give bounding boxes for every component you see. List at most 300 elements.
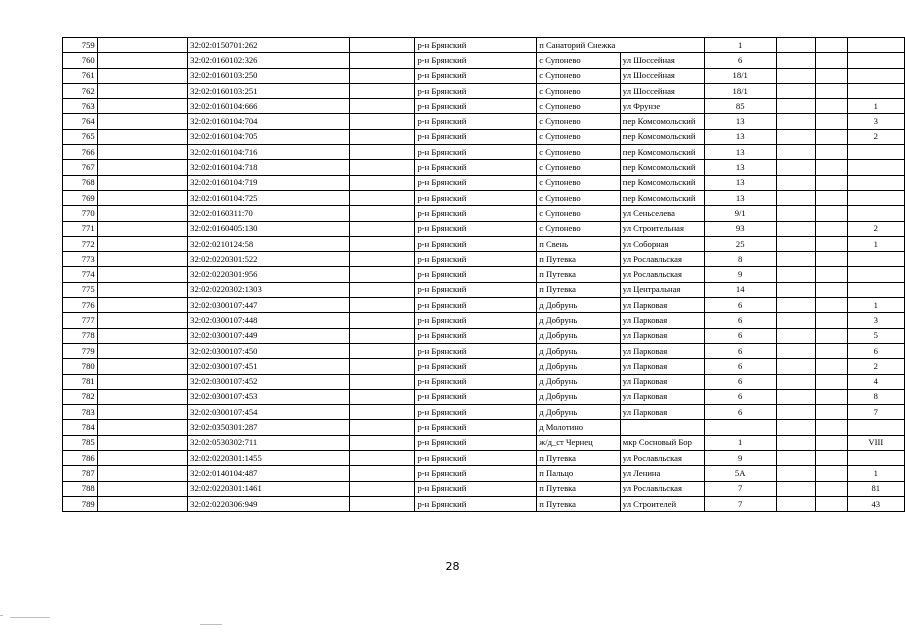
apartment-number: 2 bbox=[847, 221, 904, 236]
cadastral-number: 32:02:0220301:522 bbox=[188, 252, 349, 267]
district: р-н Брянский bbox=[415, 129, 537, 144]
empty-cell bbox=[97, 38, 187, 53]
empty-cell bbox=[776, 298, 815, 313]
locality: ж/д_ст Чернец bbox=[537, 435, 621, 450]
street: ул Рославльская bbox=[620, 481, 704, 496]
cadastral-number: 32:02:0300107:454 bbox=[188, 405, 349, 420]
empty-cell bbox=[349, 99, 415, 114]
apartment-number bbox=[847, 420, 904, 435]
empty-cell bbox=[349, 175, 415, 190]
street: ул Строителей bbox=[620, 496, 704, 511]
house-number: 13 bbox=[704, 129, 776, 144]
empty-cell bbox=[349, 114, 415, 129]
empty-cell bbox=[816, 343, 848, 358]
row-number: 770 bbox=[63, 206, 98, 221]
row-number: 776 bbox=[63, 298, 98, 313]
empty-cell bbox=[349, 313, 415, 328]
empty-cell bbox=[97, 313, 187, 328]
empty-cell bbox=[816, 420, 848, 435]
locality: с Супонево bbox=[537, 53, 621, 68]
empty-cell bbox=[349, 420, 415, 435]
street bbox=[620, 420, 704, 435]
house-number: 8 bbox=[704, 252, 776, 267]
district: р-н Брянский bbox=[415, 420, 537, 435]
cadastral-number: 32:02:0220301:1461 bbox=[188, 481, 349, 496]
row-number: 778 bbox=[63, 328, 98, 343]
empty-cell bbox=[97, 466, 187, 481]
cadastral-number: 32:02:0300107:451 bbox=[188, 359, 349, 374]
empty-cell bbox=[349, 481, 415, 496]
empty-cell bbox=[816, 114, 848, 129]
empty-cell bbox=[816, 160, 848, 175]
empty-cell bbox=[816, 53, 848, 68]
house-number: 9/1 bbox=[704, 206, 776, 221]
house-number: 6 bbox=[704, 328, 776, 343]
table-row bbox=[63, 83, 905, 98]
locality: с Супонево bbox=[537, 129, 621, 144]
row-number: 761 bbox=[63, 68, 98, 83]
empty-cell bbox=[349, 38, 415, 53]
empty-cell bbox=[776, 359, 815, 374]
empty-cell bbox=[97, 252, 187, 267]
house-number: 6 bbox=[704, 359, 776, 374]
street: ул Парковая bbox=[620, 313, 704, 328]
empty-cell bbox=[776, 145, 815, 160]
locality: п Свень bbox=[537, 236, 621, 251]
empty-cell bbox=[97, 282, 187, 297]
district: р-н Брянский bbox=[415, 68, 537, 83]
table-row bbox=[63, 435, 905, 450]
table-row bbox=[63, 68, 905, 83]
apartment-number bbox=[847, 252, 904, 267]
apartment-number bbox=[847, 83, 904, 98]
table-row bbox=[63, 38, 905, 53]
row-number: 772 bbox=[63, 236, 98, 251]
district: р-н Брянский bbox=[415, 374, 537, 389]
empty-cell bbox=[816, 282, 848, 297]
locality: с Супонево bbox=[537, 114, 621, 129]
cadastral-number: 32:02:0220301:956 bbox=[188, 267, 349, 282]
empty-cell bbox=[776, 496, 815, 511]
district: р-н Брянский bbox=[415, 206, 537, 221]
empty-cell bbox=[776, 267, 815, 282]
empty-cell bbox=[97, 374, 187, 389]
cadastral-number: 32:02:0160104:704 bbox=[188, 114, 349, 129]
apartment-number bbox=[847, 68, 904, 83]
table-row bbox=[63, 236, 905, 251]
house-number: 13 bbox=[704, 160, 776, 175]
locality: п Пальцо bbox=[537, 466, 621, 481]
row-number: 765 bbox=[63, 129, 98, 144]
empty-cell bbox=[776, 435, 815, 450]
empty-cell bbox=[349, 282, 415, 297]
locality: п Санаторий Снежка bbox=[537, 38, 704, 53]
empty-cell bbox=[349, 451, 415, 466]
empty-cell bbox=[97, 206, 187, 221]
district: р-н Брянский bbox=[415, 114, 537, 129]
empty-cell bbox=[349, 328, 415, 343]
empty-cell bbox=[816, 236, 848, 251]
locality: д Добрунь bbox=[537, 328, 621, 343]
district: р-н Брянский bbox=[415, 481, 537, 496]
locality: с Супонево bbox=[537, 83, 621, 98]
empty-cell bbox=[816, 206, 848, 221]
empty-cell bbox=[776, 236, 815, 251]
district: р-н Брянский bbox=[415, 221, 537, 236]
empty-cell bbox=[776, 160, 815, 175]
apartment-number: 8 bbox=[847, 389, 904, 404]
locality: с Супонево bbox=[537, 68, 621, 83]
row-number: 779 bbox=[63, 343, 98, 358]
cadastral-number: 32:02:0300107:449 bbox=[188, 328, 349, 343]
district: р-н Брянский bbox=[415, 83, 537, 98]
empty-cell bbox=[816, 83, 848, 98]
cadastral-number: 32:02:0160104:666 bbox=[188, 99, 349, 114]
table-row bbox=[63, 359, 905, 374]
registry-table bbox=[62, 37, 905, 512]
house-number: 13 bbox=[704, 190, 776, 205]
row-number: 762 bbox=[63, 83, 98, 98]
district: р-н Брянский bbox=[415, 451, 537, 466]
cadastral-number: 32:02:0160102:326 bbox=[188, 53, 349, 68]
cadastral-number: 32:02:0220301:1455 bbox=[188, 451, 349, 466]
empty-cell bbox=[97, 236, 187, 251]
apartment-number: 1 bbox=[847, 298, 904, 313]
empty-cell bbox=[97, 298, 187, 313]
apartment-number: 4 bbox=[847, 374, 904, 389]
row-number: 764 bbox=[63, 114, 98, 129]
empty-cell bbox=[776, 252, 815, 267]
scan-artifact bbox=[200, 624, 222, 625]
locality: п Путевка bbox=[537, 267, 621, 282]
table-body bbox=[63, 38, 905, 512]
house-number: 1 bbox=[704, 435, 776, 450]
district: р-н Брянский bbox=[415, 267, 537, 282]
locality: с Супонево bbox=[537, 190, 621, 205]
house-number: 6 bbox=[704, 374, 776, 389]
locality: д Добрунь bbox=[537, 374, 621, 389]
empty-cell bbox=[97, 53, 187, 68]
empty-cell bbox=[816, 328, 848, 343]
empty-cell bbox=[97, 129, 187, 144]
row-number: 769 bbox=[63, 190, 98, 205]
house-number: 85 bbox=[704, 99, 776, 114]
empty-cell bbox=[816, 298, 848, 313]
table-row bbox=[63, 466, 905, 481]
cadastral-number: 32:02:0160104:718 bbox=[188, 160, 349, 175]
cadastral-number: 32:02:0160311:70 bbox=[188, 206, 349, 221]
cadastral-number: 32:02:0160103:250 bbox=[188, 68, 349, 83]
locality: п Путевка bbox=[537, 282, 621, 297]
apartment-number bbox=[847, 190, 904, 205]
locality: д Добрунь bbox=[537, 359, 621, 374]
house-number: 13 bbox=[704, 114, 776, 129]
table-row bbox=[63, 374, 905, 389]
empty-cell bbox=[349, 359, 415, 374]
empty-cell bbox=[816, 38, 848, 53]
street: ул Парковая bbox=[620, 389, 704, 404]
empty-cell bbox=[97, 114, 187, 129]
empty-cell bbox=[349, 405, 415, 420]
district: р-н Брянский bbox=[415, 175, 537, 190]
house-number: 7 bbox=[704, 496, 776, 511]
empty-cell bbox=[349, 267, 415, 282]
cadastral-number: 32:02:0300107:447 bbox=[188, 298, 349, 313]
row-number: 760 bbox=[63, 53, 98, 68]
empty-cell bbox=[816, 68, 848, 83]
district: р-н Брянский bbox=[415, 496, 537, 511]
row-number: 771 bbox=[63, 221, 98, 236]
scan-artifact bbox=[10, 617, 50, 618]
street: пер Комсомольский bbox=[620, 175, 704, 190]
street: пер Комсомольский bbox=[620, 114, 704, 129]
district: р-н Брянский bbox=[415, 190, 537, 205]
street: ул Парковая bbox=[620, 374, 704, 389]
street: ул Парковая bbox=[620, 298, 704, 313]
table-row bbox=[63, 160, 905, 175]
street: пер Комсомольский bbox=[620, 145, 704, 160]
cadastral-number: 32:02:0160104:719 bbox=[188, 175, 349, 190]
empty-cell bbox=[97, 359, 187, 374]
cadastral-number: 32:02:0530302:711 bbox=[188, 435, 349, 450]
empty-cell bbox=[349, 129, 415, 144]
empty-cell bbox=[349, 190, 415, 205]
cadastral-number: 32:02:0210124:58 bbox=[188, 236, 349, 251]
page-number: 28 bbox=[445, 560, 460, 573]
street: ул Рославльская bbox=[620, 252, 704, 267]
house-number: 6 bbox=[704, 343, 776, 358]
row-number: 781 bbox=[63, 374, 98, 389]
empty-cell bbox=[97, 405, 187, 420]
row-number: 777 bbox=[63, 313, 98, 328]
table-row bbox=[63, 267, 905, 282]
empty-cell bbox=[776, 114, 815, 129]
street: ул Рославльская bbox=[620, 451, 704, 466]
street: ул Парковая bbox=[620, 328, 704, 343]
house-number: 13 bbox=[704, 175, 776, 190]
district: р-н Брянский bbox=[415, 298, 537, 313]
locality: с Супонево bbox=[537, 145, 621, 160]
empty-cell bbox=[816, 99, 848, 114]
scan-artifact bbox=[0, 615, 3, 616]
apartment-number bbox=[847, 53, 904, 68]
empty-cell bbox=[349, 53, 415, 68]
house-number: 7 bbox=[704, 481, 776, 496]
street: ул Сеньселева bbox=[620, 206, 704, 221]
row-number: 759 bbox=[63, 38, 98, 53]
empty-cell bbox=[776, 282, 815, 297]
district: р-н Брянский bbox=[415, 160, 537, 175]
empty-cell bbox=[97, 68, 187, 83]
empty-cell bbox=[776, 481, 815, 496]
empty-cell bbox=[816, 190, 848, 205]
street: ул Шоссейная bbox=[620, 68, 704, 83]
house-number: 6 bbox=[704, 53, 776, 68]
empty-cell bbox=[97, 99, 187, 114]
empty-cell bbox=[97, 221, 187, 236]
apartment-number bbox=[847, 267, 904, 282]
district: р-н Брянский bbox=[415, 359, 537, 374]
empty-cell bbox=[97, 389, 187, 404]
district: р-н Брянский bbox=[415, 435, 537, 450]
district: р-н Брянский bbox=[415, 389, 537, 404]
row-number: 775 bbox=[63, 282, 98, 297]
apartment-number: 2 bbox=[847, 129, 904, 144]
table-row bbox=[63, 53, 905, 68]
house-number: 93 bbox=[704, 221, 776, 236]
empty-cell bbox=[776, 190, 815, 205]
empty-cell bbox=[776, 405, 815, 420]
house-number bbox=[704, 420, 776, 435]
locality: д Добрунь bbox=[537, 343, 621, 358]
table-row bbox=[63, 481, 905, 496]
empty-cell bbox=[776, 466, 815, 481]
row-number: 788 bbox=[63, 481, 98, 496]
empty-cell bbox=[349, 236, 415, 251]
street: ул Парковая bbox=[620, 359, 704, 374]
row-number: 773 bbox=[63, 252, 98, 267]
empty-cell bbox=[349, 435, 415, 450]
empty-cell bbox=[97, 435, 187, 450]
row-number: 783 bbox=[63, 405, 98, 420]
empty-cell bbox=[349, 221, 415, 236]
locality: п Путевка bbox=[537, 496, 621, 511]
row-number: 782 bbox=[63, 389, 98, 404]
house-number: 9 bbox=[704, 451, 776, 466]
apartment-number: 1 bbox=[847, 466, 904, 481]
cadastral-number: 32:02:0150701:262 bbox=[188, 38, 349, 53]
row-number: 789 bbox=[63, 496, 98, 511]
empty-cell bbox=[816, 267, 848, 282]
street: ул Строительная bbox=[620, 221, 704, 236]
apartment-number: 7 bbox=[847, 405, 904, 420]
district: р-н Брянский bbox=[415, 343, 537, 358]
house-number: 6 bbox=[704, 405, 776, 420]
house-number: 6 bbox=[704, 389, 776, 404]
table-row bbox=[63, 298, 905, 313]
table-row bbox=[63, 129, 905, 144]
empty-cell bbox=[349, 83, 415, 98]
empty-cell bbox=[776, 129, 815, 144]
locality: с Супонево bbox=[537, 175, 621, 190]
empty-cell bbox=[776, 374, 815, 389]
empty-cell bbox=[97, 160, 187, 175]
district: р-н Брянский bbox=[415, 405, 537, 420]
house-number: 18/1 bbox=[704, 68, 776, 83]
empty-cell bbox=[349, 466, 415, 481]
empty-cell bbox=[816, 451, 848, 466]
table-row bbox=[63, 420, 905, 435]
row-number: 768 bbox=[63, 175, 98, 190]
locality: д Добрунь bbox=[537, 389, 621, 404]
empty-cell bbox=[776, 38, 815, 53]
table-row bbox=[63, 221, 905, 236]
district: р-н Брянский bbox=[415, 328, 537, 343]
district: р-н Брянский bbox=[415, 38, 537, 53]
empty-cell bbox=[776, 53, 815, 68]
empty-cell bbox=[349, 389, 415, 404]
table-row bbox=[63, 405, 905, 420]
empty-cell bbox=[776, 389, 815, 404]
cadastral-number: 32:02:0220302:1303 bbox=[188, 282, 349, 297]
district: р-н Брянский bbox=[415, 53, 537, 68]
empty-cell bbox=[816, 496, 848, 511]
locality: с Супонево bbox=[537, 160, 621, 175]
table-row bbox=[63, 114, 905, 129]
house-number: 14 bbox=[704, 282, 776, 297]
row-number: 787 bbox=[63, 466, 98, 481]
locality: д Добрунь bbox=[537, 313, 621, 328]
empty-cell bbox=[776, 343, 815, 358]
empty-cell bbox=[816, 389, 848, 404]
cadastral-number: 32:02:0160104:725 bbox=[188, 190, 349, 205]
cadastral-number: 32:02:0220306:949 bbox=[188, 496, 349, 511]
table-row bbox=[63, 99, 905, 114]
empty-cell bbox=[816, 129, 848, 144]
apartment-number: 2 bbox=[847, 359, 904, 374]
empty-cell bbox=[776, 175, 815, 190]
empty-cell bbox=[349, 343, 415, 358]
apartment-number: 6 bbox=[847, 343, 904, 358]
house-number: 6 bbox=[704, 298, 776, 313]
empty-cell bbox=[776, 328, 815, 343]
empty-cell bbox=[97, 328, 187, 343]
table-row bbox=[63, 190, 905, 205]
cadastral-number: 32:02:0160103:251 bbox=[188, 83, 349, 98]
empty-cell bbox=[816, 359, 848, 374]
empty-cell bbox=[349, 68, 415, 83]
apartment-number: 81 bbox=[847, 481, 904, 496]
street: пер Комсомольский bbox=[620, 129, 704, 144]
house-number: 5А bbox=[704, 466, 776, 481]
empty-cell bbox=[816, 252, 848, 267]
apartment-number bbox=[847, 175, 904, 190]
locality: с Супонево bbox=[537, 206, 621, 221]
house-number: 25 bbox=[704, 236, 776, 251]
empty-cell bbox=[97, 496, 187, 511]
apartment-number: 5 bbox=[847, 328, 904, 343]
cadastral-number: 32:02:0140104:487 bbox=[188, 466, 349, 481]
street: ул Шоссейная bbox=[620, 53, 704, 68]
empty-cell bbox=[776, 451, 815, 466]
table-row bbox=[63, 252, 905, 267]
empty-cell bbox=[97, 175, 187, 190]
apartment-number: 1 bbox=[847, 236, 904, 251]
table-row bbox=[63, 282, 905, 297]
row-number: 763 bbox=[63, 99, 98, 114]
row-number: 780 bbox=[63, 359, 98, 374]
empty-cell bbox=[776, 206, 815, 221]
apartment-number bbox=[847, 160, 904, 175]
locality: д Молотино bbox=[537, 420, 621, 435]
empty-cell bbox=[776, 83, 815, 98]
cadastral-number: 32:02:0300107:453 bbox=[188, 389, 349, 404]
table-row bbox=[63, 343, 905, 358]
empty-cell bbox=[816, 221, 848, 236]
empty-cell bbox=[97, 343, 187, 358]
cadastral-number: 32:02:0300107:448 bbox=[188, 313, 349, 328]
empty-cell bbox=[816, 435, 848, 450]
empty-cell bbox=[97, 420, 187, 435]
table-row bbox=[63, 389, 905, 404]
apartment-number: 3 bbox=[847, 114, 904, 129]
empty-cell bbox=[97, 451, 187, 466]
street: ул Рославльская bbox=[620, 267, 704, 282]
empty-cell bbox=[816, 145, 848, 160]
locality: п Путевка bbox=[537, 451, 621, 466]
empty-cell bbox=[97, 481, 187, 496]
table-row bbox=[63, 451, 905, 466]
